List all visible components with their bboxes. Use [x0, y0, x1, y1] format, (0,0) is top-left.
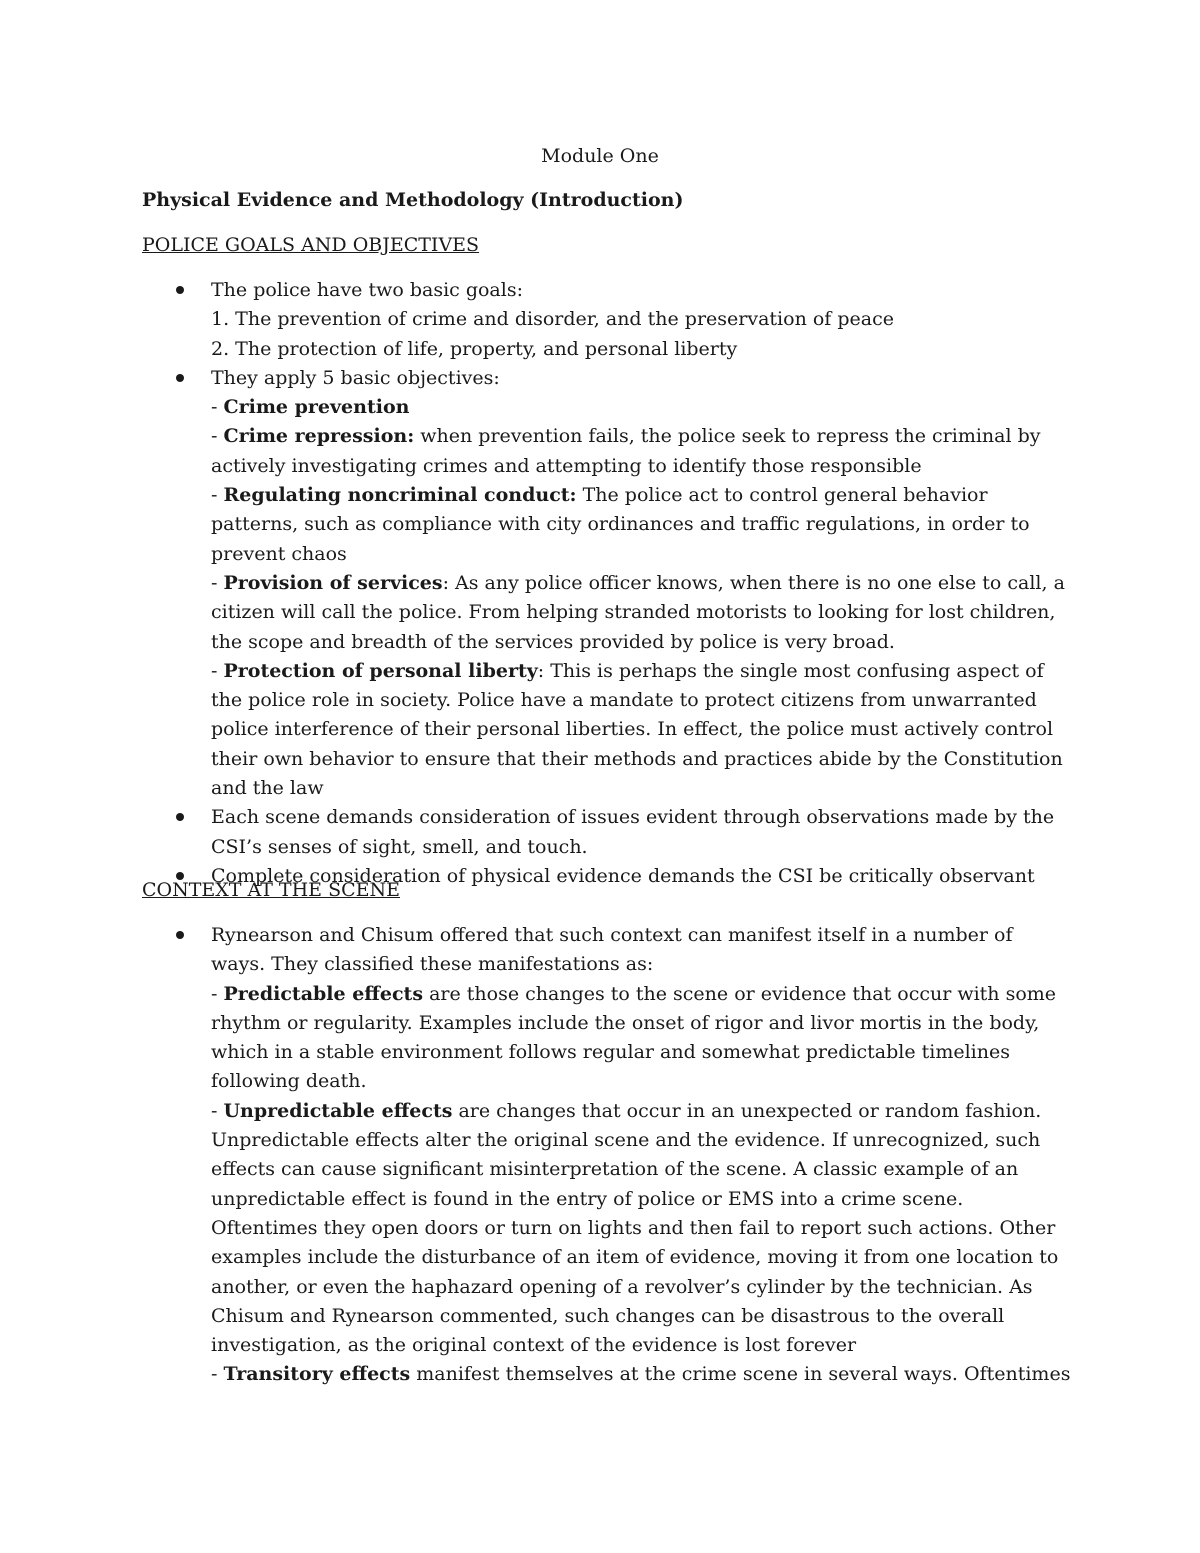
goals-intro: The police have two basic goals: — [211, 279, 523, 301]
list-item — [142, 364, 1072, 803]
effect-desc: are changes that occur in an unexpected or random fashion. Unpredictable effects alter the original scene and the evidence. If unrecognized, such effects can cause significant misinterpretation of the scene. A classic example of an unpredictable effect is found in the entry of police or EMS into a crime scene. Oftentimes they open doors or turn on lights and then fail to report such actions. Other examples include the disturbance of an item of evidence, moving it from one location to another, or even the haphazard opening of a revolver’s cylinder by the technician. As Chisum and Rynearson commented, such changes can be disastrous to the overall investigation, as the original context of the evidence is lost forever — [211, 1099, 1059, 1357]
section-title-context: CONTEXT AT THE SCENE — [142, 879, 400, 901]
bullet-icon — [176, 931, 184, 939]
effect-item: - Unpredictable effects are changes that occur in an unexpected or random fashion. Unpredictable effects alter the original scene and the evidence. If unrecognized, such effects can cause significant misinterpretation of the scene. A classic example of an unpredictable effect is found in the entry of police or EMS into a crime scene. Oftentimes they open doors or turn on lights and then fail to report such actions. Other examples include the disturbance of an item of evidence, moving it from one location to another, or even the haphazard opening of a revolver’s cylinder by the technician. As Chisum and Rynearson commented, such changes can be disastrous to the overall investigation, as the original context of the evidence is lost forever — [211, 1099, 1059, 1357]
objectives-intro: They apply 5 basic objectives: — [211, 366, 500, 389]
objective-item: - Protection of personal liberty: This is perhaps the single most confusing aspect of the police role in society. Police have a mandate to protect citizens from unwarranted police interference of their personal liberties. In effect, the police must actively control their own behavior to ensure that their methods and practices abide by the Constitution and the law — [211, 659, 1063, 800]
objective-item: - Crime prevention — [211, 396, 410, 419]
bullet-text: Each scene demands consideration of issues evident through observations made by the CSI’s senses of sight, smell, and touch. — [211, 806, 1055, 858]
objective-desc: : As any police officer knows, when there is no one else to call, a citizen will call the police. From helping stranded motorists to looking for lost children, the scope and breadth of the services provided by police is very broad. — [211, 571, 1065, 653]
list-item — [142, 803, 1072, 862]
section-title-police-goals: POLICE GOALS AND OBJECTIVES — [142, 234, 480, 256]
objective-desc: The police act to control general behavior patterns, such as compliance with city ordinances and traffic regulations, in order to prevent chaos — [211, 484, 1030, 565]
list-item — [142, 276, 1072, 364]
document-heading: Physical Evidence and Methodology (Introduction) — [142, 189, 684, 211]
list-item — [142, 921, 1072, 1390]
objective-desc: : This is perhaps the single most confusing aspect of the police role in society. Police have a mandate to protect citizens from unwarranted police interference of their personal liberties. In effect, the police must actively control their own behavior to ensure that their methods and practices abide by the Constitution and the law — [211, 659, 1063, 800]
objective-term: Crime prevention — [223, 396, 410, 419]
police-goals-list — [142, 276, 1072, 891]
bullet-icon — [176, 813, 184, 821]
bullet-icon — [176, 286, 184, 294]
effect-item: - Transitory effects manifest themselves at the crime scene in several ways. Oftentimes — [211, 1363, 1071, 1386]
objective-term: Protection of personal liberty — [223, 659, 538, 682]
bullet-icon — [176, 374, 184, 382]
effect-desc: are those changes to the scene or evidence that occur with some rhythm or regularity. Examples include the onset of rigor and livor mortis in the body, which in a stable environment follows regular and somewhat predictable timelines following death. — [211, 982, 1057, 1093]
objective-desc: when prevention fails, the police seek to repress the criminal by actively investigating crimes and attempting to identify those responsible — [211, 425, 1041, 477]
objective-term: Provision of services — [223, 571, 443, 594]
objective-item: - Provision of services: As any police officer knows, when there is no one else to call, a citizen will call the police. From helping stranded motorists to looking for lost children, the scope and breadth of the services provided by police is very broad. — [211, 571, 1065, 653]
effect-item: - Predictable effects are those changes to the scene or evidence that occur with some rhythm or regularity. Examples include the onset of rigor and livor mortis in the body, which in a stable environment follows regular and somewhat predictable timelines following death. — [211, 982, 1057, 1093]
goal-item: 2. The protection of life, property, and personal liberty — [211, 337, 738, 360]
objective-term: Regulating noncriminal conduct: — [223, 484, 577, 507]
objective-item: - Crime repression: when prevention fails, the police seek to repress the criminal by actively investigating crimes and attempting to identify those responsible — [211, 425, 1041, 477]
effect-term: Unpredictable effects — [223, 1099, 453, 1122]
document-title: Module One — [541, 145, 659, 167]
context-list — [142, 921, 1072, 1390]
effect-term: Transitory effects — [223, 1363, 411, 1386]
context-intro: Rynearson and Chisum offered that such context can manifest itself in a number of ways. They classified these manifestations as: — [211, 924, 1013, 976]
effect-term: Predictable effects — [223, 982, 424, 1005]
effect-desc: manifest themselves at the crime scene in several ways. Oftentimes — [410, 1363, 1071, 1386]
objective-term: Crime repression: — [223, 425, 415, 448]
bullet-text: Complete consideration of physical evidence demands the CSI be critically observant — [211, 864, 1035, 887]
objective-item: - Regulating noncriminal conduct: The police act to control general behavior patterns, such as compliance with city ordinances and traffic regulations, in order to prevent chaos — [211, 484, 1030, 565]
goal-item: 1. The prevention of crime and disorder, and the preservation of peace — [211, 308, 894, 331]
